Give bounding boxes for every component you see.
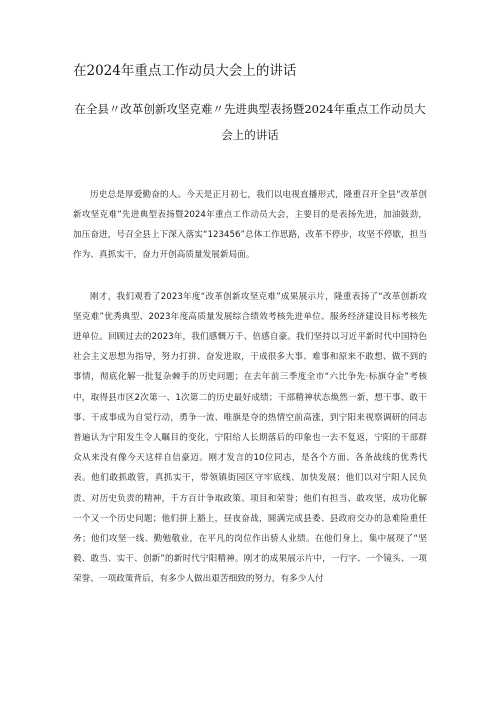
paragraph-opening: 历史总是厚爱勤奋的人。今天是正月初七，我们以电视直播形式，隆重召开全县“改革创新攻坚克难”先进典型表扬暨2024年重点工作动员大会，主要目的是表扬先进，加油鼓劲，加压奋进，号召全县上下深入落实“123456”总体工作思路，改革不停步，攻坚不停歇，担当作为、真抓实干，奋力开创高质量发展新局面。 bbox=[73, 189, 427, 261]
document-title: 在2024年重点工作动员大会上的讲话 bbox=[73, 63, 297, 79]
paragraph-review: 刚才，我们观看了2023年度“改革创新攻坚克难”成果展示片，隆重表扬了“改革创新攻坚克难”优秀典型、2023年度高质量发展综合绩效考核先进单位、服务经济建设目标考核先进单位。回顾过去的2023年，我们感慨万千、倍感自豪。我们坚持以习近平新时代中国特色社会主义思想为指导，努力打拼、奋发进取，干成很多大事、难事和原来不敢想、做不到的事情，彻底化解一批复杂棘手的历史问题；在去年前三季度全市“六比争先·标旗夺金”考核中，取得县市区2次第一、1次第二的历史最好成绩；干部精神状态焕然一新，想干事、敢干事、干成事成为自觉行动，勇争一流、唯旗是夺的热情空前高涨，到宁阳来视察调研的同志普遍认为宁阳发生令人瞩目的变化，宁阳给人长期落后的印象也一去不复返，宁阳的干部群众从来没有像今天这样自信豪迈。刚才发言的10位同志，是各个方面、各条战线的优秀代表。他们敢抓敢管，真抓实干，带领镇街园区守牢底线、加快发展；他们以对宁阳人民负责、对历史负责的精神，千方百计争取政策、项目和荣誉；他们有担当、敢攻坚，成功化解一个又一个历史问题；他们拼上豁上，昼夜奋战，圆满完成县委、县政府交办的急难险重任务；他们攻坚一线、勤勉敬业，在平凡的岗位作出骄人业绩。在他们身上，集中展现了“坚毅、敢当、实干、创新”的新时代宁阳精神。刚才的成果展示片中，一行字、一个镜头、一项荣誉、一项政策背后，有多少人做出艰苦细致的努力，有多少人付 bbox=[73, 291, 427, 585]
document-subtitle: 在全县〃改革创新攻坚克难〃先进典型表扬暨2024年重点工作动员大会上的讲话 bbox=[74, 102, 426, 142]
